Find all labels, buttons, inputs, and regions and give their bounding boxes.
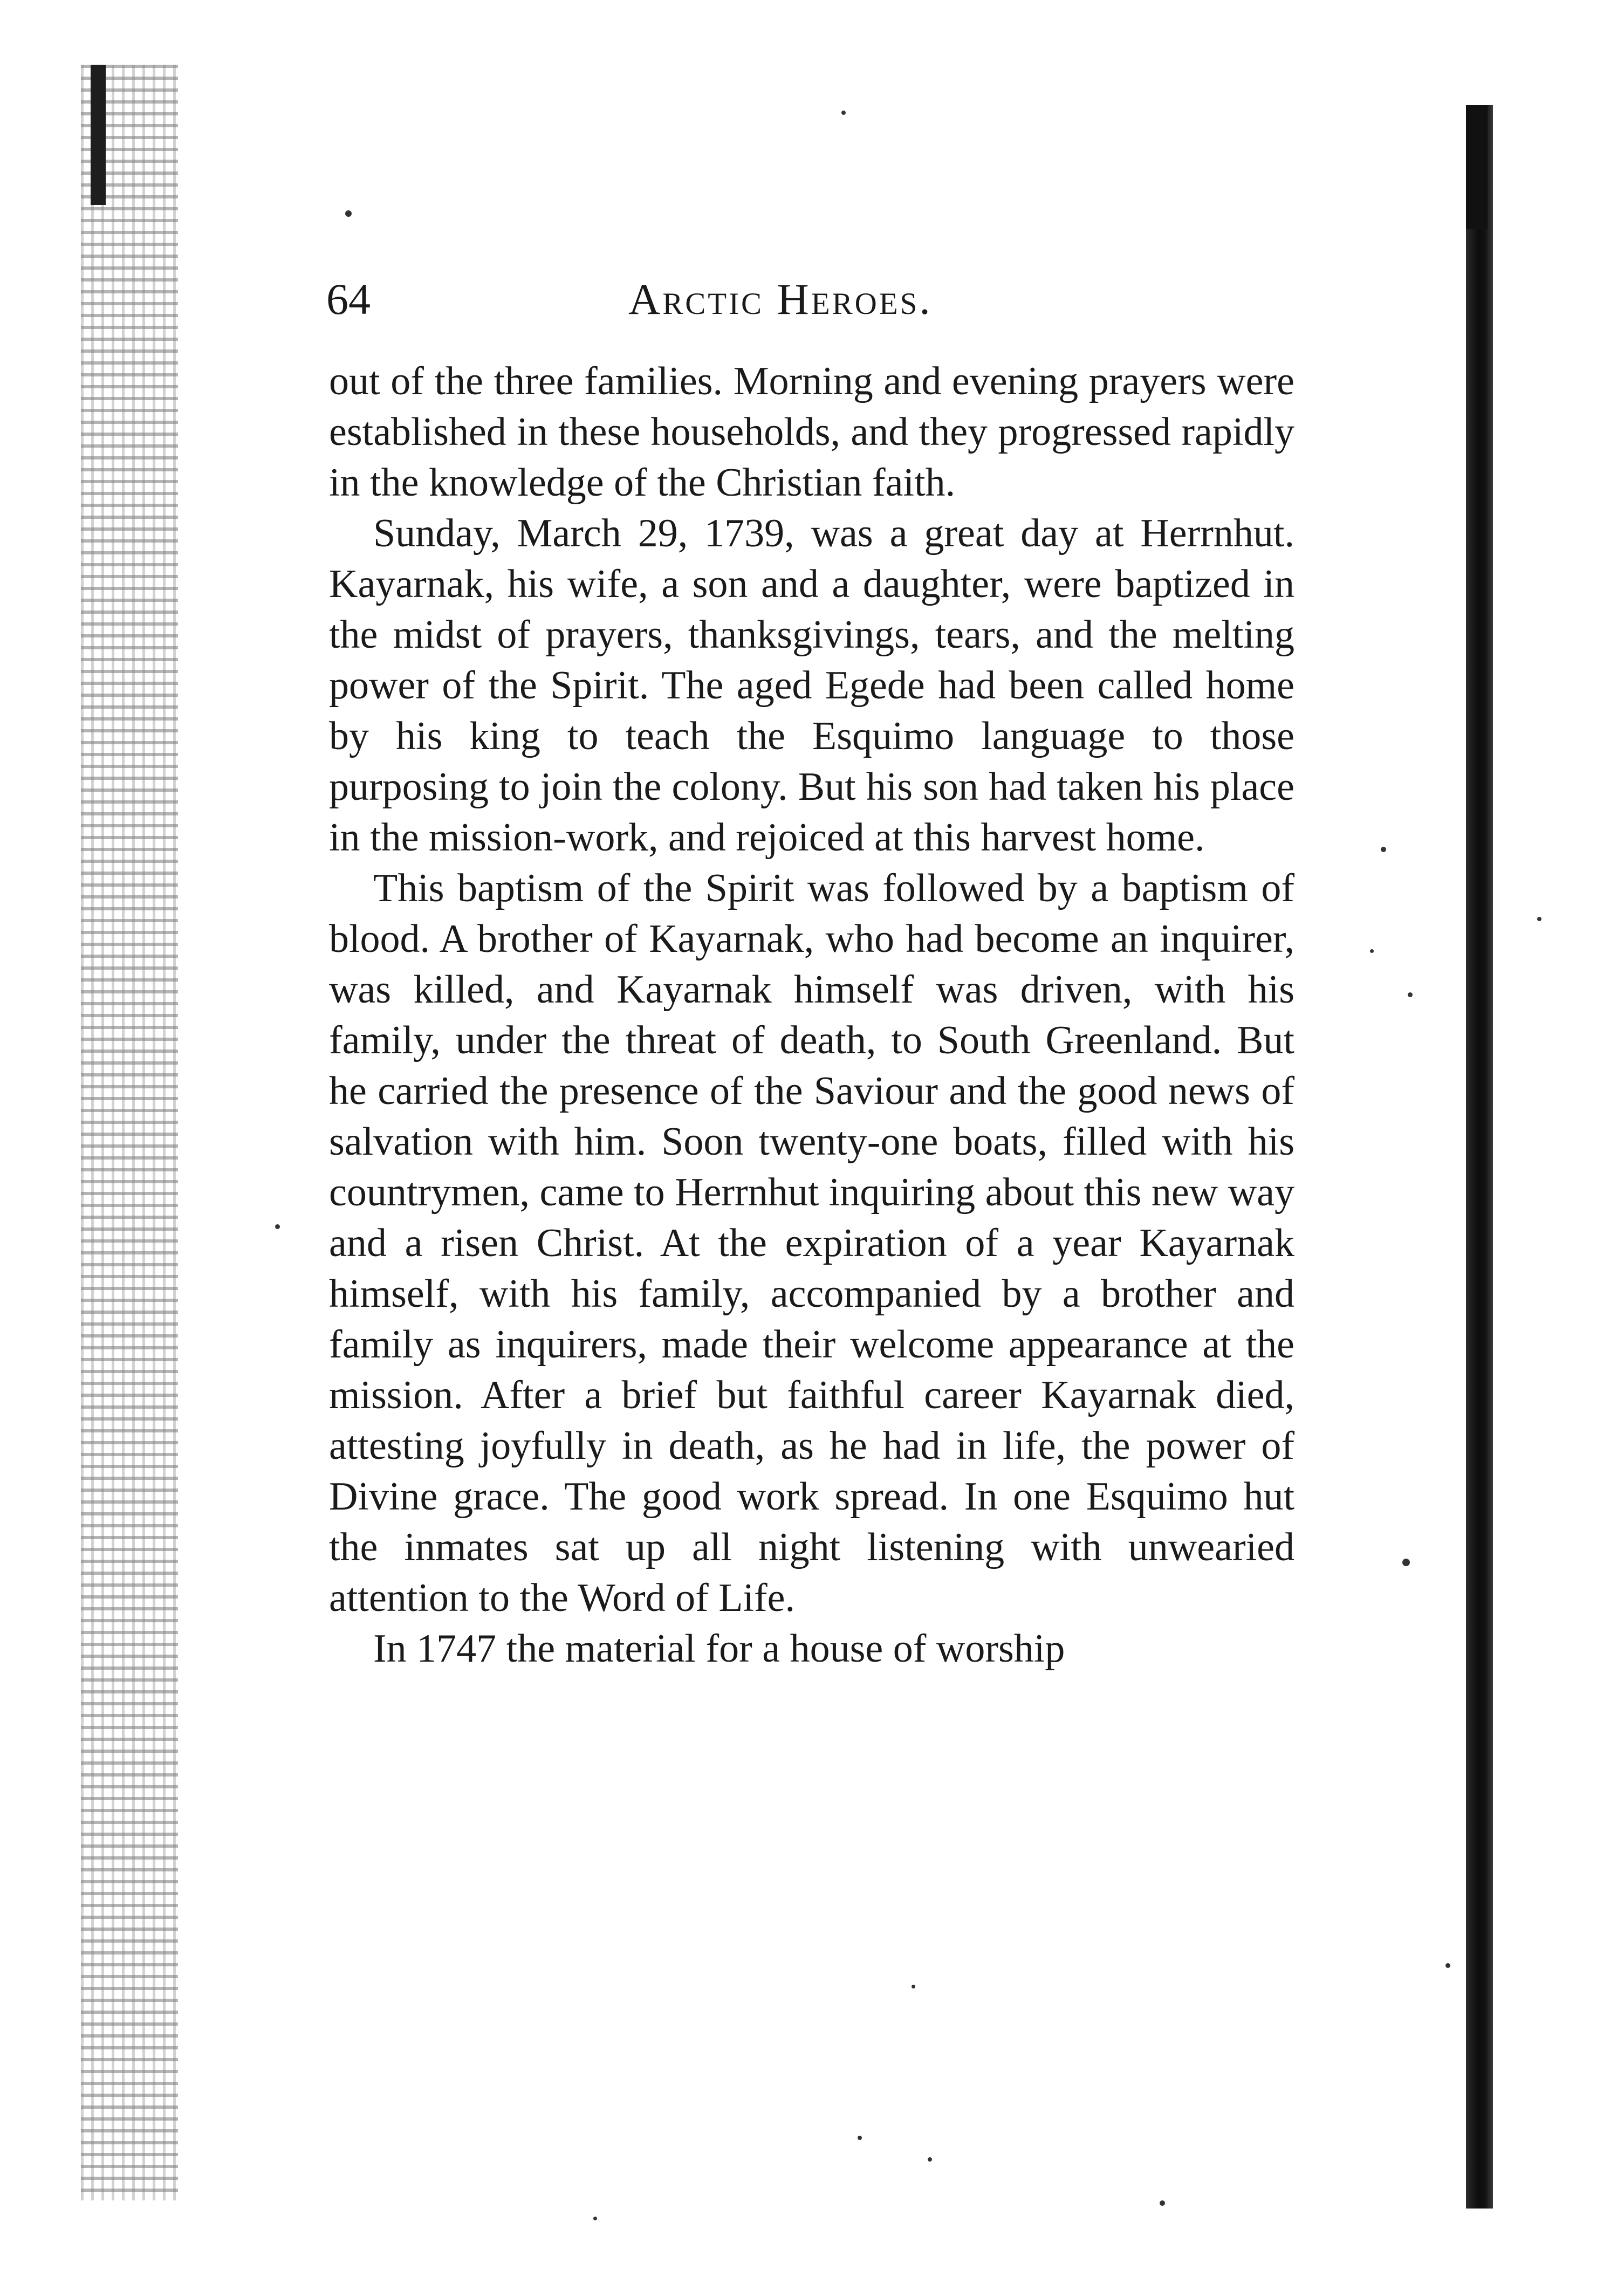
speck xyxy=(1160,2200,1165,2206)
speck xyxy=(1402,1559,1410,1566)
speck xyxy=(1381,847,1386,852)
page-number: 64 xyxy=(326,275,371,324)
speck xyxy=(858,2136,862,2140)
speck xyxy=(841,111,846,115)
paragraph-house-of-worship: In 1747 the material for a house of worship xyxy=(373,1627,1065,1671)
running-title: Arctic Heroes. xyxy=(628,275,933,324)
scan-edge-left-bar xyxy=(91,65,106,205)
speck xyxy=(593,2217,597,2220)
speck xyxy=(928,2157,932,2162)
paragraph-blood: This baptism of the Spirit was followed by a baptism of blood. A brother of Kayarnak, who had become an inquirer, was killed, and Kayarnak himself was driven, with his family, under the threat of death, to South Greenland. But he carried the presence of the Saviour and the good news of salvation with him. Soon twenty-one boats, filled with his countrymen, came to Herrnhut inquiring about this new way and a risen Christ. At the expiration of a year Kayarnak himself, with his family, accompanied by a brother and family as inquirers, made their welcome appearance at the mission. After a brief but faithful career Kayarnak died, attesting joyfully in death, as he had in life, the power of Divine grace. The good work spread. In one Esquimo hut the inmates sat up all night listening with unwearied attention to the Word of Life. xyxy=(329,866,1294,1620)
speck xyxy=(275,1224,280,1229)
paragraph-continuation: out of the three families. Morning and evening prayers were established in these households, and they progressed rapidly in the knowledge of the Christian faith. xyxy=(329,359,1294,505)
text-block xyxy=(329,356,1294,1674)
speck xyxy=(1537,917,1541,921)
scan-edge-right-top xyxy=(1466,105,1488,229)
speck xyxy=(912,1985,915,1988)
speck xyxy=(1408,992,1413,997)
scan-edge-left xyxy=(81,65,178,2200)
speck xyxy=(345,210,352,217)
speck xyxy=(1445,1963,1450,1968)
page-header xyxy=(326,270,1297,329)
scan-edge-right xyxy=(1466,105,1493,2209)
speck xyxy=(1370,949,1374,953)
paragraph-baptism: Sunday, March 29, 1739, was a great day at Herrnhut. Kayarnak, his wife, a son and a daughter, were baptized in the midst of prayers, thanksgivings, tears, and the melting power of the Spirit. The aged Egede had been called home by his king to teach the Esquimo language to those purposing to join the colony. But his son had taken his place in the mission-work, and rejoiced at this harvest home. xyxy=(329,511,1294,860)
